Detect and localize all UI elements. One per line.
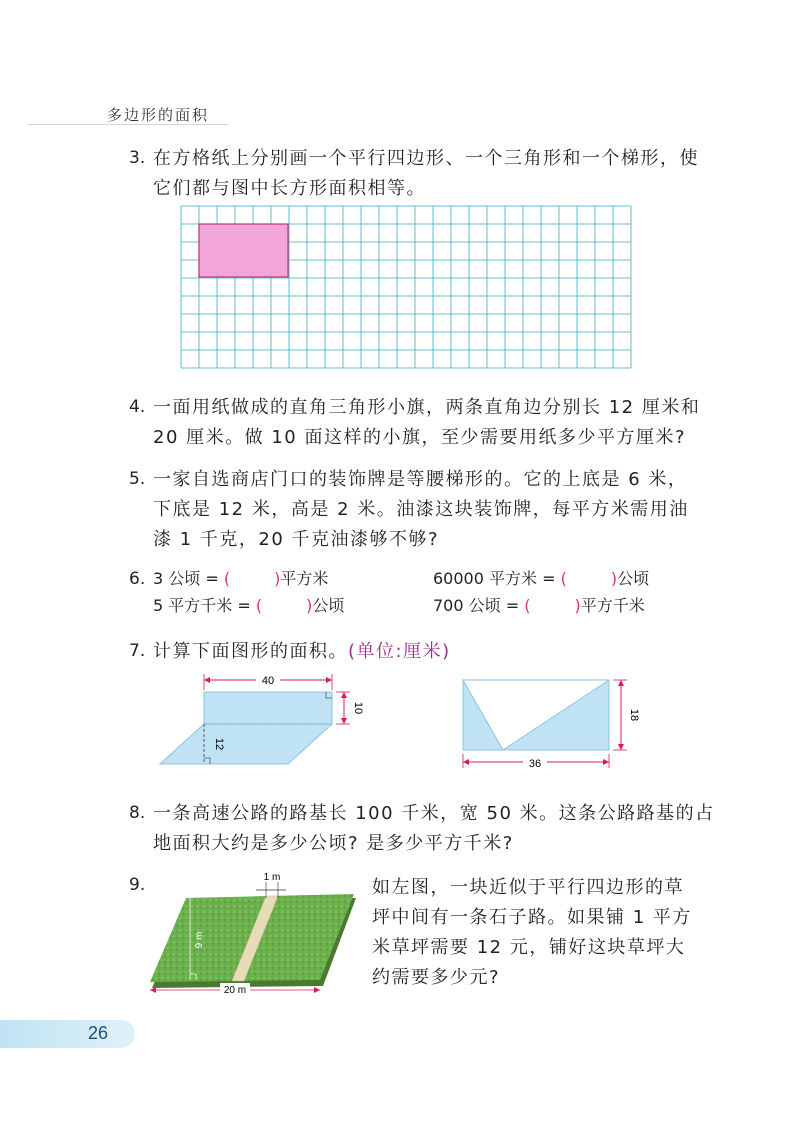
fig2-height-arrow-bottom <box>618 744 624 750</box>
q7-figure-parallelogram <box>160 668 364 773</box>
q6-b-left: 60000 平方米 = <box>433 569 556 588</box>
grid-paper <box>180 205 632 367</box>
q4-number: 4. <box>129 397 146 417</box>
q5-line1: 一家自选商店门口的装饰牌是等腰梯形的。它的上底是 6 米， <box>153 469 688 490</box>
q8-line2: 地面积大约是多少公顷? 是多少平方千米? <box>153 833 514 854</box>
q6-c-left: 5 平方千米 = <box>153 596 251 615</box>
q7-figure-triangles <box>455 674 640 774</box>
fig1-rectangle <box>204 692 332 724</box>
q8-line1: 一条高速公路的路基长 100 千米，宽 50 米。这条公路路基的占 <box>153 803 715 824</box>
q6-number: 6. <box>129 569 146 589</box>
q6-item-a <box>153 566 328 592</box>
q3-line2: 它们都与图中长方形面积相等。 <box>153 178 426 199</box>
q9-line1: 如左图，一块近似于平行四边形的草 <box>372 877 684 898</box>
q5-number: 5. <box>129 469 146 489</box>
q6-c-close: ) <box>306 596 313 615</box>
fig1-side-label: 10 <box>352 701 364 715</box>
q9-line3: 米草坪需要 12 元，铺好这块草坪大 <box>372 937 686 958</box>
page-number-tab <box>0 1020 135 1048</box>
q6-d-close: ) <box>574 596 581 615</box>
fig2-height-arrow-top <box>618 680 624 686</box>
grid-rectangle <box>199 224 288 277</box>
q9-number: 9. <box>129 875 146 895</box>
q3-number: 3. <box>129 148 146 168</box>
q5-line2: 下底是 12 米，高是 2 米。油漆这块装饰牌，每平方米需用油 <box>153 499 689 520</box>
fig2-bottom-label: 36 <box>528 758 542 770</box>
q6-c-open: ( <box>255 596 263 615</box>
q5-line3: 漆 1 千克，20 千克油漆够不够? <box>153 529 440 550</box>
q9-lawn-figure <box>148 868 360 996</box>
q8-number: 8. <box>129 803 146 823</box>
fig1-parallelogram <box>160 724 332 764</box>
fig2-bottom-arrow-right <box>603 759 609 765</box>
q4-line2: 20 厘米。做 10 面这样的小旗，至少需要用纸多少平方厘米? <box>153 427 687 448</box>
path-width-label: 1 m <box>263 872 281 883</box>
q6-item-b <box>433 566 649 592</box>
fig1-top-arrow-left <box>204 677 210 683</box>
page-number: 26 <box>88 1023 109 1043</box>
q9-line2: 坪中间有一条石子路。如果铺 1 平方 <box>372 907 692 928</box>
q9-line4: 约需要多少元? <box>372 967 501 988</box>
q7-unit-note: (单位:厘米) <box>348 641 451 662</box>
q6-a-close: ) <box>274 569 281 588</box>
q7-prompt: 计算下面图形的面积。 <box>153 641 348 662</box>
q6-a-left: 3 公顷 = <box>153 569 219 588</box>
fig1-side-arrow-bottom <box>341 718 347 724</box>
q6-d-right: 平方千米 <box>580 596 645 615</box>
chapter-title: 多边形的面积 <box>107 106 210 124</box>
q6-b-open: ( <box>560 569 567 588</box>
q6-b-close: ) <box>610 569 618 588</box>
fig2-bottom-arrow-left <box>463 759 469 765</box>
q6-c-right: 公顷 <box>312 596 345 615</box>
fig1-top-label: 40 <box>261 675 275 687</box>
fig1-top-arrow-right <box>326 677 332 683</box>
q6-d-left: 700 公顷 = <box>433 596 520 615</box>
q6-a-open: ( <box>223 569 231 588</box>
q6-item-c <box>153 593 344 619</box>
q7-text <box>153 637 451 667</box>
q4-line1: 一面用纸做成的直角三角形小旗，两条直角边分别长 12 厘米和 <box>153 397 701 418</box>
header-divider <box>28 124 228 125</box>
fig2-height-label: 18 <box>628 708 640 722</box>
q6-a-right: 平方米 <box>280 569 329 588</box>
fig1-side-arrow-top <box>341 692 347 698</box>
q3-line1: 在方格纸上分别画一个平行四边形、一个三角形和一个梯形，使 <box>153 148 699 169</box>
lawn-height-label: 9 m <box>194 931 205 949</box>
q6-d-open: ( <box>524 596 531 615</box>
lawn-base-label: 20 m <box>223 985 247 996</box>
q7-number: 7. <box>129 641 146 661</box>
fig1-height-label: 12 <box>213 737 225 751</box>
lawn-base-arrow-right <box>314 987 320 993</box>
q6-b-right: 公顷 <box>617 569 650 588</box>
q6-item-d <box>433 593 645 619</box>
